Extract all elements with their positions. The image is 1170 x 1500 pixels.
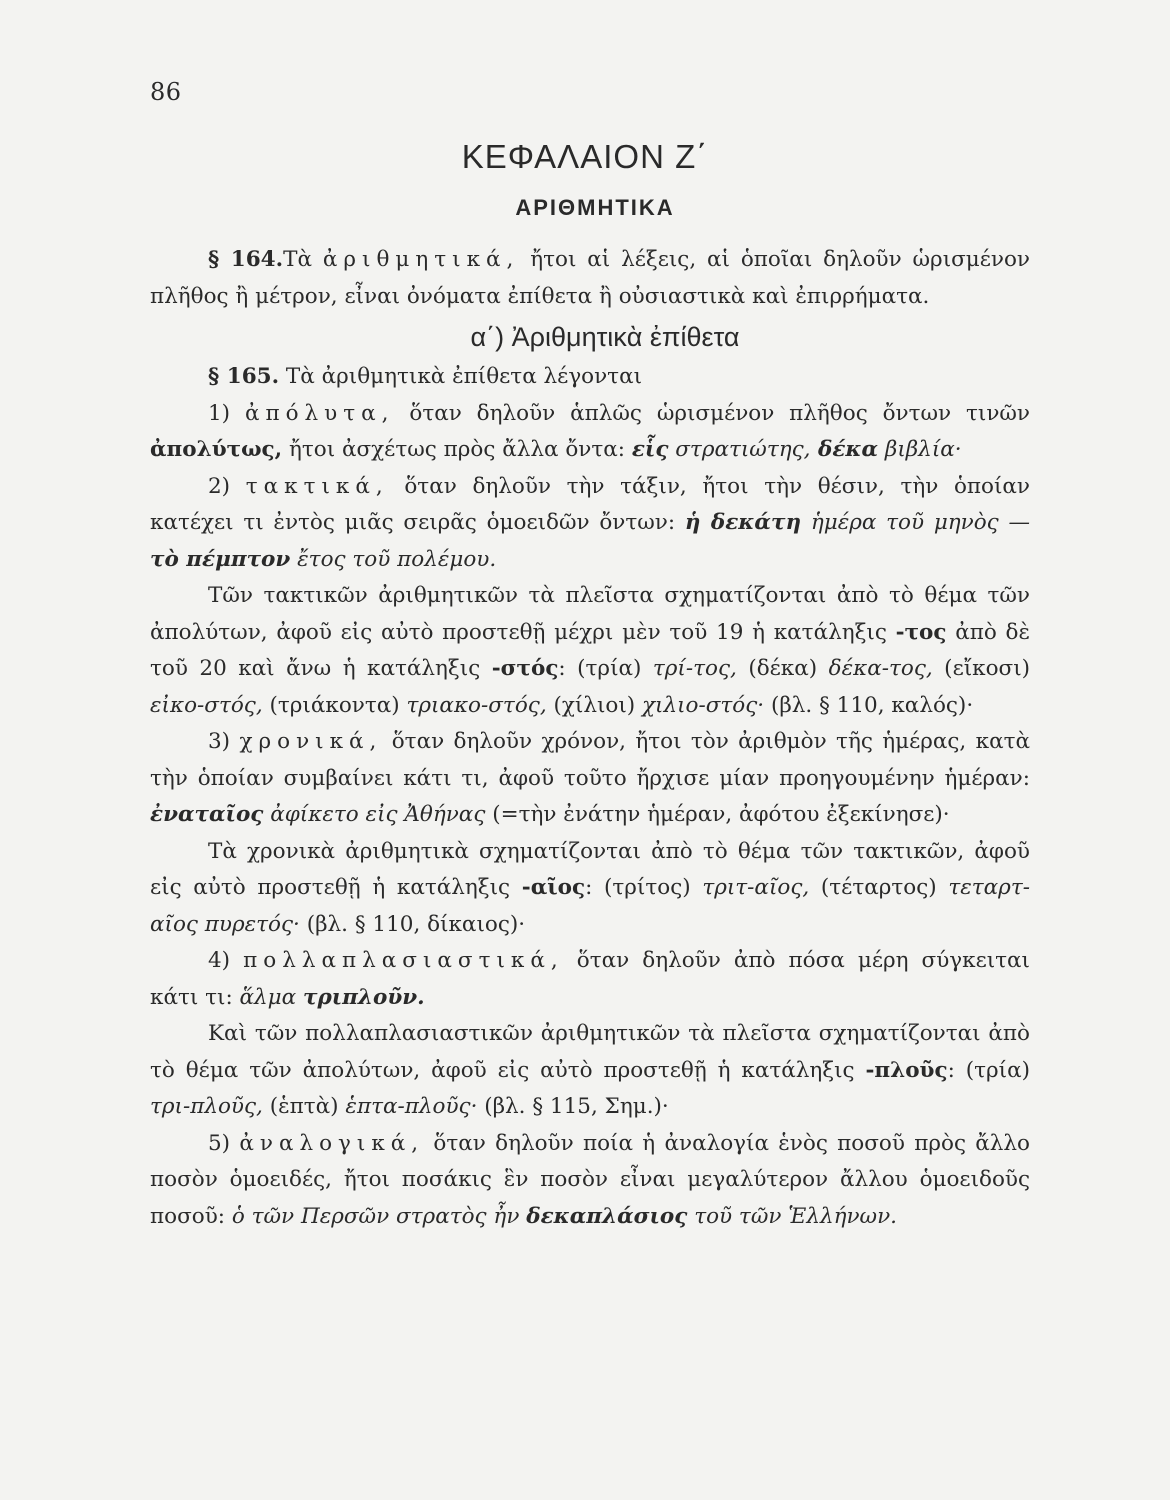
paragraph-ordinal-formation: Τῶν τακτικῶν ἀριθμητικῶν τὰ πλεῖστα σχηματίζονται ἀπὸ τὸ θέμα τῶν ἀπολύτων, ἀφοῦ εἰς αὐτὸ προστεθῇ μέχρι μὲν τοῦ 19 ἡ κατάληξις -τος ἀπὸ δὲ τοῦ 20 καὶ ἄνω ἡ κατάληξις -στός: (τρία) τρί-τος, (δέκα) δέκα-τος, (εἴκοσι) εἰκο-στός, (τριάκοντα) τριακο-στός, (χίλιοι) χιλιο-στός· (βλ. § 110, καλός)·: [150, 583, 1031, 718]
section-number: § 165.: [208, 364, 280, 389]
section-number: § 164.: [208, 247, 284, 272]
paragraph-multiplicative-formation: Καὶ τῶν πολλαπλασιαστικῶν ἀριθμητικῶν τὰ πλεῖστα σχηματίζονται ἀπὸ τὸ θέμα τῶν ἀπολύτων, ἀφοῦ εἰς αὐτὸ προστεθῇ ἡ κατάληξις -πλοῦς: (τρία) τρι-πλοῦς, (ἑπτὰ) ἑπτα-πλοῦς· (βλ. § 115, Σημ.)·: [150, 1021, 1030, 1119]
body-text: [150, 242, 1030, 1235]
spaced-term: ἀπόλυτα,: [244, 400, 395, 426]
spaced-term: τακτικά,: [245, 473, 389, 499]
list-item-multiplicative: 4) πολλαπλασιαστικά, ὅταν δηλοῦν ἀπὸ πόσα μέρη σύγκειται κάτι τι: ἅλμα τριπλοῦν.: [150, 948, 1030, 1010]
chapter-subtitle: ΑΡΙΘΜΗΤΙΚΑ: [515, 195, 675, 220]
page-number: 86: [150, 78, 182, 106]
section-heading-adjectives: α΄) Ἀριθμητικὰ ἐπίθετα: [470, 322, 740, 352]
chapter-title: ΚΕΦΑΛΑΙΟΝ Ζ΄: [461, 138, 709, 175]
spaced-term: πολλαπλασιαστικά,: [243, 948, 564, 973]
paragraph-temporal-formation: Τὰ χρονικὰ ἀριθμητικὰ σχηματίζονται ἀπὸ τὸ θέμα τῶν τακτικῶν, ἀφοῦ εἰς αὐτὸ προστεθῇ ἡ κατάληξις -αῖος: (τρίτος) τριτ-αῖος, (τέταρτος) τεταρτ-αῖος πυρετός· (βλ. § 110, δίκαιος)·: [150, 838, 1030, 937]
paragraph-section-164: § 164.Τὰ ἀριθμητικά, ἤτοι αἱ λέξεις, αἱ ὁποῖαι δηλοῦν ὡρισμένον πλῆθος ἢ μέτρον, εἶναι ὀνόματα ἐπίθετα ἢ οὐσιαστικὰ καὶ ἐπιρρήματα.: [150, 247, 1031, 309]
list-item-cardinal: 1) ἀπόλυτα, ὅταν δηλοῦν ἁπλῶς ὡρισμένον πλῆθος ὄντων τινῶν ἀπολύτως, ἤτοι ἀσχέτως πρὸς ἄλλα ὄντα: εἷς στρατιώτης, δέκα βιβλία·: [150, 400, 1030, 462]
spaced-term: ἀναλογικά,: [239, 1130, 425, 1156]
paragraph-section-165: § 165. Τὰ ἀριθμητικὰ ἐπίθετα λέγονται: [208, 364, 643, 389]
list-item-proportional: 5) ἀναλογικά, ὅταν δηλοῦν ποία ἡ ἀναλογία ἑνὸς ποσοῦ πρὸς ἄλλο ποσὸν ὁμοειδές, ἤτοι ποσάκις ἓν ποσὸν εἶναι μεγαλύτερον ἄλλου ὁμοειδοῦς ποσοῦ: ὁ τῶν Περσῶν στρατὸς ἦν δεκαπλάσιος τοῦ τῶν Ἑλλήνων.: [150, 1130, 1030, 1229]
spaced-term: ἀριθμητικά,: [322, 247, 520, 272]
list-item-ordinal: 2) τακτικά, ὅταν δηλοῦν τὴν τάξιν, ἤτοι τὴν θέσιν, τὴν ὁποίαν κατέχει τι ἐντὸς μιᾶς σειρᾶς ὁμοειδῶν ὄντων: ἡ δεκάτη ἡμέρα τοῦ μηνὸς — τὸ πέμπτον ἔτος τοῦ πολέμου.: [150, 473, 1030, 572]
list-item-temporal: 3) χρονικά, ὅταν δηλοῦν χρόνον, ἤτοι τὸν ἀριθμὸν τῆς ἡμέρας, κατὰ τὴν ὁποίαν συμβαίνει κάτι τι, ἀφοῦ τοῦτο ἤρχισε μίαν προηγουμένην ἡμέραν: ἐναταῖος ἀφίκετο εἰς Ἀθήνας (=τὴν ἐνάτην ἡμέραν, ἀφότου ἐξεκίνησε)·: [150, 729, 1031, 827]
spaced-term: χρονικά,: [239, 729, 383, 754]
